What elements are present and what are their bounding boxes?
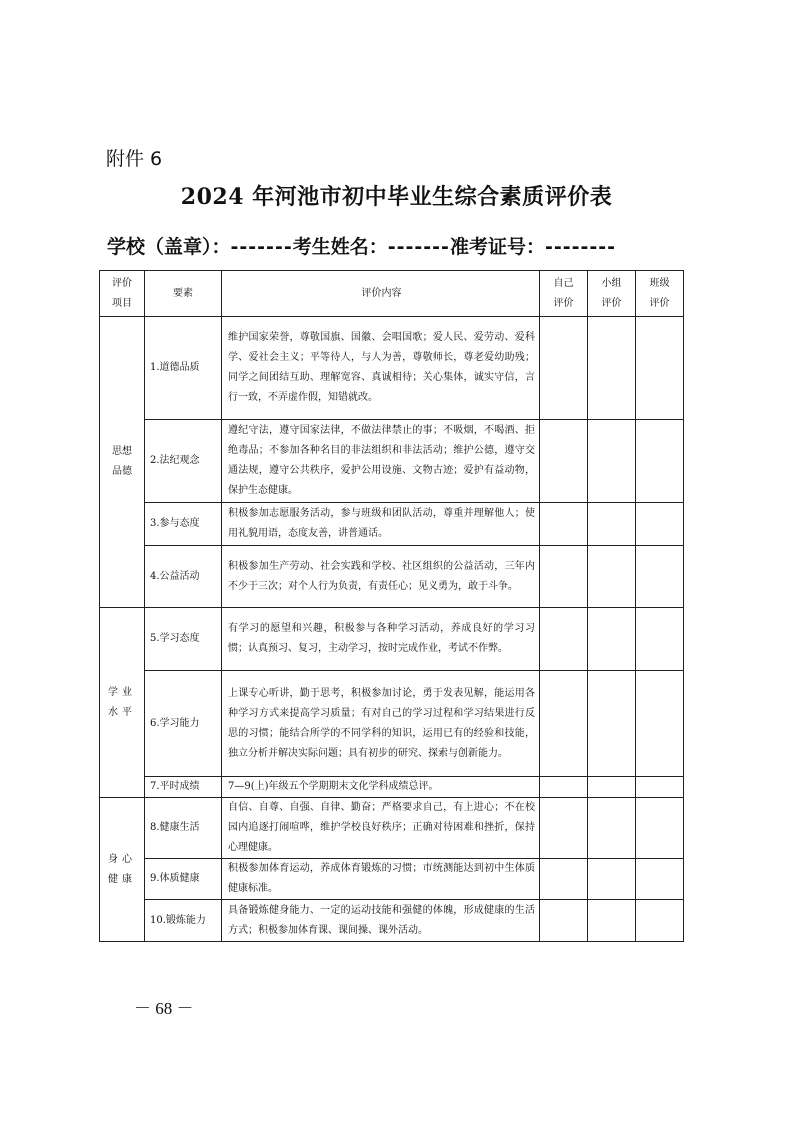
class-eval-cell[interactable]: [636, 777, 684, 798]
element-cell: 3.参与态度: [145, 503, 222, 546]
element-cell: 1.道德品质: [145, 317, 222, 420]
element-cell: 2.法纪观念: [145, 420, 222, 503]
attachment-label: 附件 6: [106, 148, 163, 170]
table-row: [100, 859, 684, 900]
header-fields: [107, 232, 616, 259]
group-eval-cell[interactable]: [588, 503, 636, 546]
header-self: 自己评价: [540, 271, 588, 317]
self-eval-cell[interactable]: [540, 859, 588, 900]
content-cell: 具备锻炼健身能力、一定的运动技能和强健的体魄，形成健康的生活方式；积极参加体育课、课间操、课外活动。: [222, 900, 540, 942]
group-eval-cell[interactable]: [588, 859, 636, 900]
class-eval-cell[interactable]: [636, 420, 684, 503]
header-category: 评价项目: [100, 271, 145, 317]
class-eval-cell[interactable]: [636, 900, 684, 942]
header-class: 班级评价: [636, 271, 684, 317]
group-eval-cell[interactable]: [588, 798, 636, 859]
id-blank[interactable]: --------: [544, 236, 617, 258]
element-cell: 9.体质健康: [145, 859, 222, 900]
self-eval-cell[interactable]: [540, 671, 588, 777]
class-eval-cell[interactable]: [636, 671, 684, 777]
content-cell: 上课专心听讲，勤于思考，积极参加讨论，勇于发表见解，能运用各种学习方式来提高学习质量；有对自己的学习过程和学习结果进行反思的习惯；能结合所学的不同学科的知识，运用已有的经验和技能，独立分析并解决实际问题；具有初步的研究、探索与创新能力。: [222, 671, 540, 777]
element-cell: 8.健康生活: [145, 798, 222, 859]
self-eval-cell[interactable]: [540, 798, 588, 859]
header-group: 小组评价: [588, 271, 636, 317]
group-eval-cell[interactable]: [588, 546, 636, 608]
content-cell: 维护国家荣誉，尊敬国旗、国徽、会唱国歌；爱人民、爱劳动、爱科学、爱社会主义；平等待人，与人为善，尊敬师长，尊老爱幼助残；同学之间团结互助、理解宽容、真诚相待；关心集体，诚实守信，言行一致，不弄虚作假，知错就改。: [222, 317, 540, 420]
self-eval-cell[interactable]: [540, 420, 588, 503]
category-cell: 身心健康: [100, 798, 145, 942]
group-eval-cell[interactable]: [588, 608, 636, 671]
element-cell: 6.学习能力: [145, 671, 222, 777]
header-element: 要素: [145, 271, 222, 317]
self-eval-cell[interactable]: [540, 777, 588, 798]
table-row: [100, 503, 684, 546]
class-eval-cell[interactable]: [636, 317, 684, 420]
content-cell: 积极参加生产劳动、社会实践和学校、社区组织的公益活动，三年内不少于三次；对个人行为负责，有责任心；见义勇为，敢于斗争。: [222, 546, 540, 608]
content-cell: 积极参加志愿服务活动，参与班级和团队活动，尊重并理解他人；使用礼貌用语，态度友善，讲普通话。: [222, 503, 540, 546]
element-cell: 7.平时成绩: [145, 777, 222, 798]
header-content: 评价内容: [222, 271, 540, 317]
group-eval-cell[interactable]: [588, 671, 636, 777]
name-label: 考生姓名：: [292, 236, 388, 258]
school-blank[interactable]: -------: [230, 236, 293, 258]
name-blank[interactable]: -------: [387, 236, 450, 258]
content-cell: 有学习的愿望和兴趣，积极参与各种学习活动，养成良好的学习习惯；认真预习、复习，主动学习，按时完成作业，考试不作弊。: [222, 608, 540, 671]
content-cell: 自信、自尊、自强、自律、勤奋；严格要求自己，有上进心；不在校园内追逐打闹喧哗，维护学校良好秩序；正确对待困难和挫折，保持心理健康。: [222, 798, 540, 859]
table-row: [100, 798, 684, 859]
table-row: [100, 317, 684, 420]
element-cell: 4.公益活动: [145, 546, 222, 608]
class-eval-cell[interactable]: [636, 798, 684, 859]
table-row: [100, 608, 684, 671]
content-cell: 7—9(上)年级五个学期期末文化学科成绩总评。: [222, 777, 540, 798]
self-eval-cell[interactable]: [540, 608, 588, 671]
class-eval-cell[interactable]: [636, 608, 684, 671]
class-eval-cell[interactable]: [636, 546, 684, 608]
self-eval-cell[interactable]: [540, 503, 588, 546]
table-row: [100, 671, 684, 777]
category-cell: 思想品德: [100, 317, 145, 608]
content-cell: 遵纪守法，遵守国家法律，不做法律禁止的事；不吸烟，不喝酒、拒绝毒品；不参加各种名目的非法组织和非法活动；维护公德，遵守交通法规，遵守公共秩序，爱护公用设施、文物古迹；爱护有益动物，保护生态健康。: [222, 420, 540, 503]
evaluation-table: [99, 270, 684, 942]
self-eval-cell[interactable]: [540, 900, 588, 942]
group-eval-cell[interactable]: [588, 777, 636, 798]
school-label: 学校（盖章）：: [107, 236, 231, 258]
page-title: 2024 年河池市初中毕业生综合素质评价表: [180, 184, 613, 210]
page-number: － 68 －: [134, 999, 194, 1018]
table-row: [100, 420, 684, 503]
group-eval-cell[interactable]: [588, 420, 636, 503]
self-eval-cell[interactable]: [540, 317, 588, 420]
element-cell: 10.锻炼能力: [145, 900, 222, 942]
table-row: [100, 777, 684, 798]
table-header-row: [100, 271, 684, 317]
table-row: [100, 546, 684, 608]
self-eval-cell[interactable]: [540, 546, 588, 608]
category-cell: 学业水平: [100, 608, 145, 798]
element-cell: 5.学习态度: [145, 608, 222, 671]
class-eval-cell[interactable]: [636, 859, 684, 900]
content-cell: 积极参加体育运动，养成体育锻炼的习惯；市统测能达到初中生体质健康标准。: [222, 859, 540, 900]
id-label: 准考证号：: [449, 236, 545, 258]
class-eval-cell[interactable]: [636, 503, 684, 546]
table-row: [100, 900, 684, 942]
group-eval-cell[interactable]: [588, 900, 636, 942]
group-eval-cell[interactable]: [588, 317, 636, 420]
